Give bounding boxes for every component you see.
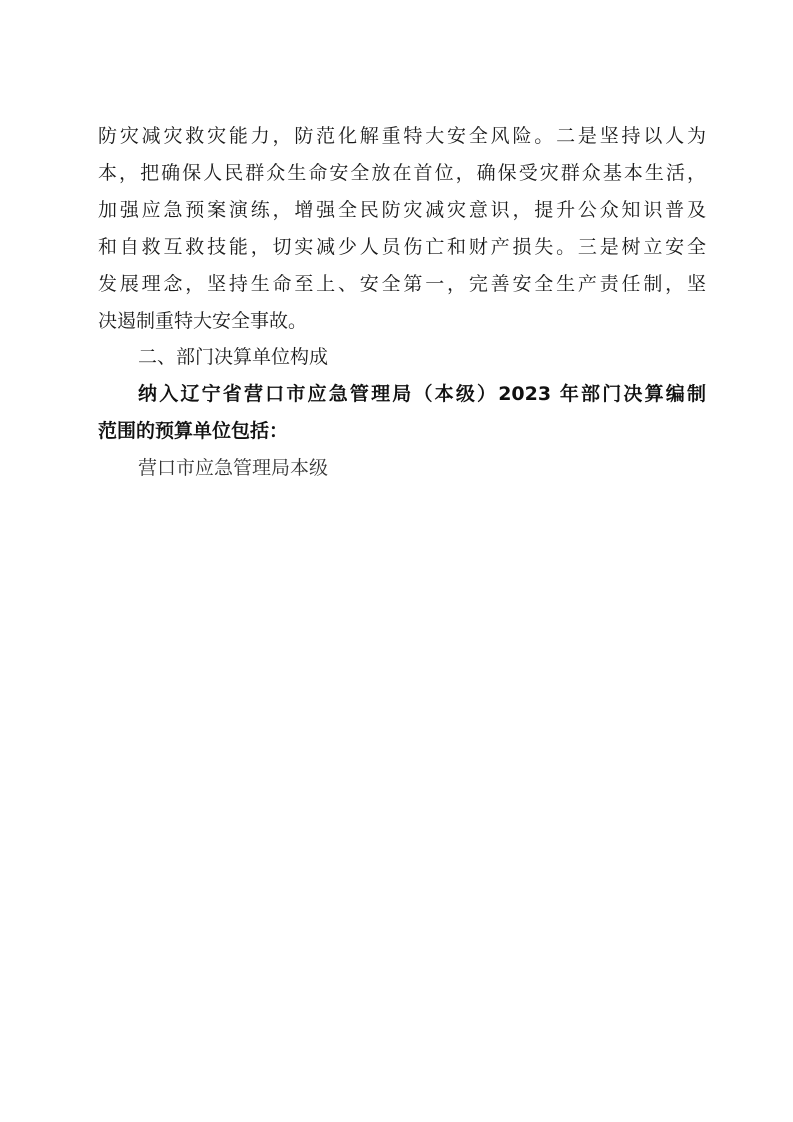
paragraph-line-3: 加强应急预案演练，增强全民防灾减灾意识，提升公众知识普及 <box>98 199 706 221</box>
paragraph-line-6: 决遏制重特大安全事故。 <box>98 310 308 332</box>
paragraph-line-5: 发展理念，坚持生命至上、安全第一，完善安全生产责任制，坚 <box>98 273 706 295</box>
paragraph-line-2: 本，把确保人民群众生命安全放在首位，确保受灾群众基本生活， <box>98 162 706 184</box>
paragraph-line-4: 和自救互救技能，切实减少人员伤亡和财产损失。三是树立安全 <box>98 236 706 258</box>
paragraph-line-1: 防灾减灾救灾能力，防范化解重特大安全风险。二是坚持以人为 <box>98 125 706 147</box>
bold-paragraph-line-2: 范围的预算单位包括： <box>98 420 289 442</box>
unit-list-item: 营口市应急管理局本级 <box>138 457 329 479</box>
bold-paragraph-line-1: 纳入辽宁省营口市应急管理局（本级）2023 年部门决算编制 <box>138 383 706 405</box>
section-heading: 二、部门决算单位构成 <box>138 346 329 368</box>
